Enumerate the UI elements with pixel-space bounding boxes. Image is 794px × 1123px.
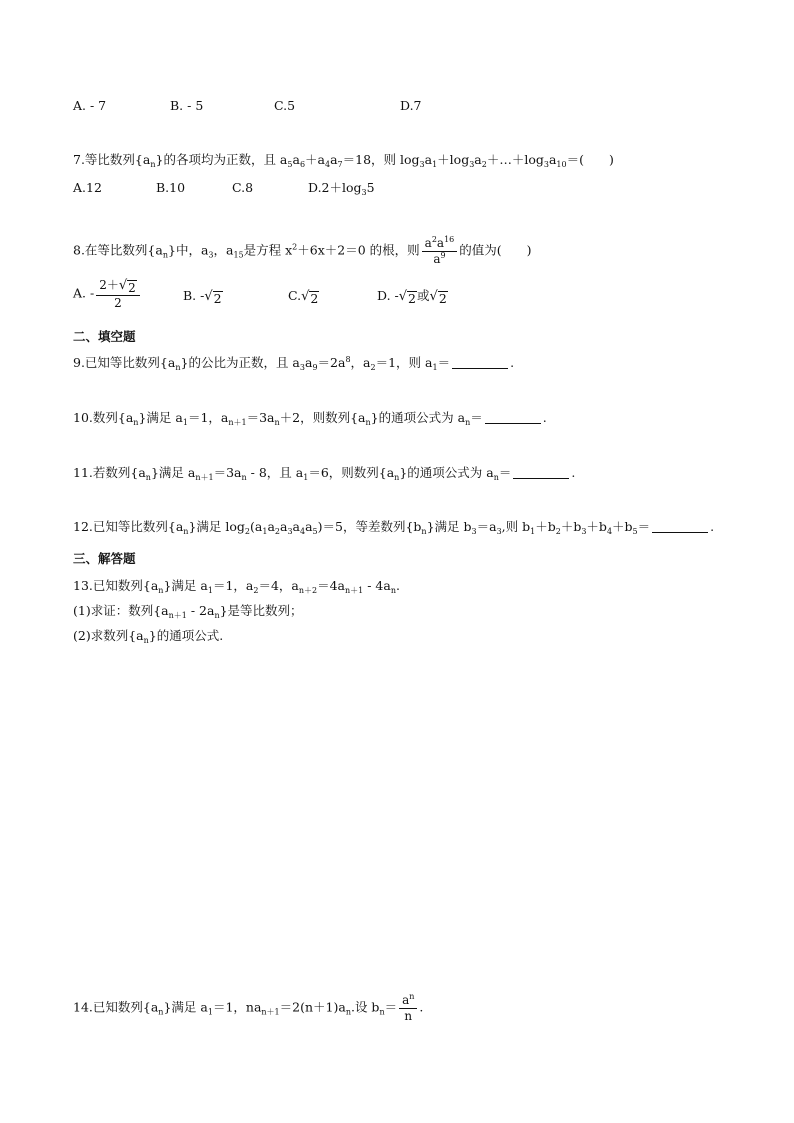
q8-stem: 8.在等比数列$\{a_n\}$中，$a_3$，$a_{15}$是方程 $x^2+6x+2=0$ 的根，则 $\frac{a^2a^{16}}{a^9}$ 的值为( ) bbox=[73, 235, 532, 266]
q9-stem: 9.已知等比数列$\{a_n\}$的公比为正数，且 $a_3a_9=2a^8$，$a_2=1$，则 $a_1=$ . bbox=[73, 355, 515, 372]
q13-part-2: (2)求数列$\{a_n\}$的通项公式. bbox=[73, 628, 224, 645]
q12-stem: 12.已知等比数列$\{a_n\}$满足 $\log_2(a_1a_2a_3a_4a_5)=5$，等差数列$\{b_n\}$满足 $b_3=a_3$,则 $b_1+b_2+b_3+b_4+b_5=$ . bbox=[73, 519, 715, 536]
q13-stem: 13.已知数列$\{a_n\}$满足 $a_1=1$，$a_2=4$，$a_{n+2}=4a_{n+1} - 4a_n$. bbox=[73, 578, 400, 595]
q7-stem: 7.等比数列$\{a_n\}$的各项均为正数，且 $a_5a_6+a_4a_7=18$，则 $\log_3a_1+\log_3a_2+\dots+\log_3a_{10}=$( ) bbox=[73, 152, 614, 169]
q6-option-b: B. - 5 bbox=[170, 98, 204, 113]
q10-stem: 10.数列$\{a_n\}$满足 $a_1=1$，$a_{n+1}=3a_n+2$，则数列$\{a_n\}$的通项公式为 $a_n=$ . bbox=[73, 410, 547, 427]
q11-stem: 11.若数列$\{a_n\}$满足 $a_{n+1}=3a_n - 8$，且 $a_1=6$，则数列$\{a_n\}$的通项公式为 $a_n=$ . bbox=[73, 465, 576, 482]
q6-option-c: C.5 bbox=[274, 98, 296, 113]
q7-option-d: $D.2+\log_35$ bbox=[308, 180, 375, 197]
section-fill-in-heading: 二、填空题 bbox=[73, 329, 136, 344]
q12-answer-blank[interactable] bbox=[652, 520, 708, 533]
q13-part-1: (1)求证：数列$\{a_{n+1} - 2a_n\}$是等比数列； bbox=[73, 603, 303, 620]
q14-fraction: $\frac{a^n}{n}$ bbox=[399, 993, 417, 1023]
q9-answer-blank[interactable] bbox=[452, 356, 508, 369]
q8-option-d: D. - √ 2 或 √ 2 bbox=[377, 288, 447, 306]
section-solve-heading: 三、解答题 bbox=[73, 551, 136, 566]
q6-option-a: A. - 7 bbox=[73, 98, 107, 113]
q7-option-c: C.8 bbox=[232, 180, 254, 195]
q11-answer-blank[interactable] bbox=[513, 466, 569, 479]
q7-option-a: A.12 bbox=[73, 180, 102, 195]
q8-option-b: B. - √ 2 bbox=[183, 288, 222, 306]
q8-fraction: $\frac{a^2a^{16}}{a^9}$ bbox=[422, 236, 458, 266]
q6-option-d: D.7 bbox=[400, 98, 422, 113]
q8-option-c: C. √ 2 bbox=[288, 288, 319, 306]
q8-option-a: A. - 2＋ √ 2 2 bbox=[73, 278, 142, 310]
q10-answer-blank[interactable] bbox=[485, 411, 541, 424]
q14-stem: 14.已知数列$\{a_n\}$满足 $a_1=1$，$na_{n+1}=2(n+1)a_n$.设 $b_n=$ $\frac{a^n}{n}$ . bbox=[73, 992, 424, 1023]
q7-option-b: B.10 bbox=[156, 180, 186, 195]
